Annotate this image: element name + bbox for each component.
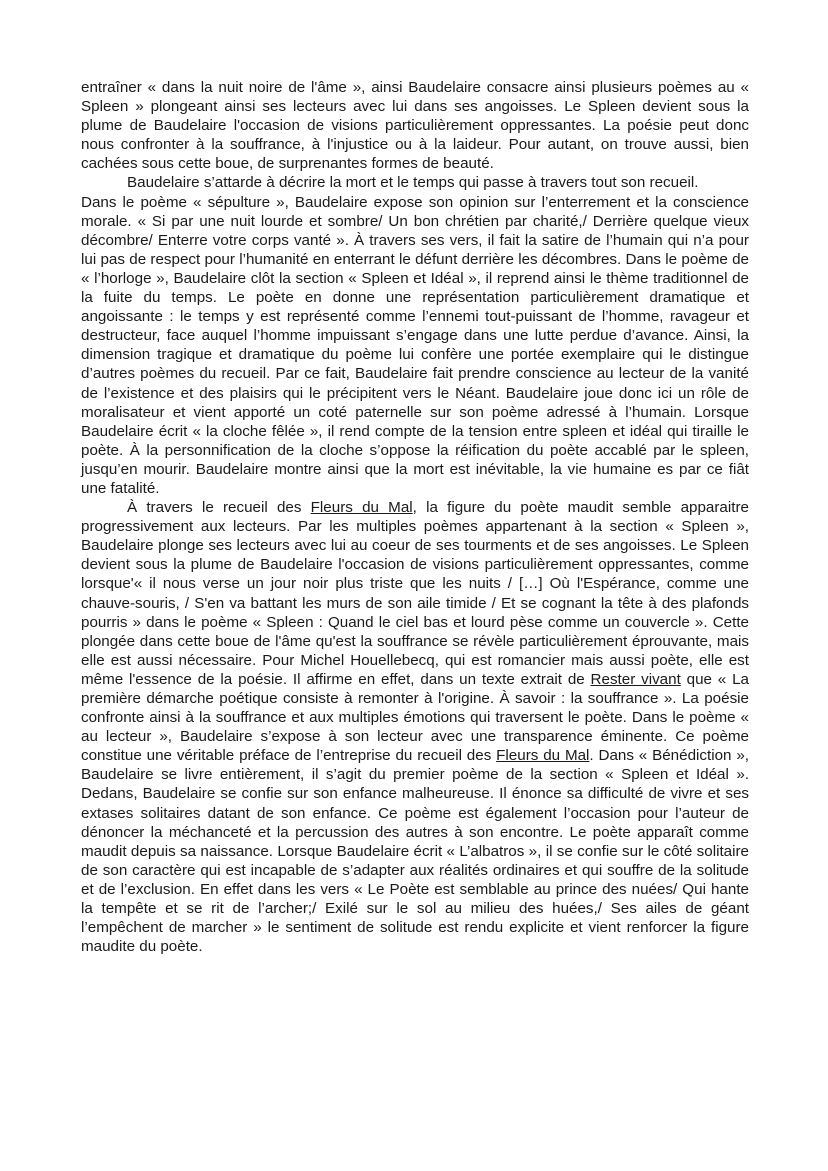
- book-title-rester-vivant: Rester vivant: [590, 670, 681, 688]
- paragraph-4-text-a: À travers le recueil des: [127, 499, 311, 517]
- book-title-fleurs-du-mal-2: Fleurs du Mal: [496, 747, 590, 765]
- paragraph-4-text-d: . Dans « Bénédiction », Baudelaire se livre entièrement, il s’agit du premier poème de la section « Spleen et Idéal ». Dedans, Baudelaire se confie sur son enfance malheureuse. Il énonce sa difficulté de vivre et ses extases solitaires datant de son enfance. Ce poème est également l’occasion pour l’auteur de dénoncer la méchanceté et la percussion des autres à son encontre. Le poète apparaît comme maudit depuis sa naissance. Lorsque Baudelaire écrit « L’albatros », il se confie sur le côté solitaire de son caractère qui est incapable de s’adapter aux réalités ordinaires et qui souffre de la solitude et de l’exclusion. En effet dans les vers « Le Poète est semblable au prince des nuées/ Qui hante la tempête et se rit de l’archer;/ Exilé sur le sol au milieu des huées,/ Ses ailes de géant l’empêchent de marcher » le sentiment de solitude est rendu explicite et vient renforcer la figure maudite du poète.: [81, 747, 749, 956]
- paragraph-2: Baudelaire s’attarde à décrire la mort et le temps qui passe à travers tout son recueil.: [127, 174, 699, 192]
- paragraph-1: entraîner « dans la nuit noire de l'âme », ainsi Baudelaire consacre ainsi plusieurs poèmes au « Spleen » plongeant ainsi ses lecteurs avec lui dans ses angoisses. Le Spleen devient sous la plume de Baudelaire l'occasion de visions particulièrement oppressantes. La poésie peut donc nous confronter à la souffrance, à l'injustice ou à la laideur. Pour autant, on trouve aussi, bien cachées sous cette boue, de surprenantes formes de beauté.: [81, 79, 749, 173]
- paragraph-4-text-b: , la figure du poète maudit semble apparaitre progressivement aux lecteurs. Par les multiples poèmes appartenant à la section « Spleen », Baudelaire plonge ses lecteurs avec lui au coeur de ses tourments et de ses angoisses. Le Spleen devient sous la plume de Baudelaire l'occasion de visions particulièrement oppressantes, comme lorsque'« il nous verse un jour noir plus triste que les nuits / […] Où l'Espérance, comme une chauve-souris, / S'en va battant les murs de son aile timide / Et se cognant la tête à des plafonds pourris » dans le poème « Spleen : Quand le ciel bas et lourd pèse comme un couvercle ». Cette plongée dans cette boue de l'âme qu'est la souffrance se révèle particulièrement éprouvante, mais elle est aussi nécessaire. Pour Michel Houellebecq, qui est romancier mais aussi poète, elle est même l'essence de la poésie. Il affirme en effet, dans un texte extrait de: [81, 499, 749, 688]
- paragraph-4: [81, 498, 749, 956]
- paragraph-3: Dans le poème « sépulture », Baudelaire expose son opinion sur l’enterrement et la conscience morale. « Si par une nuit lourde et sombre/ Un bon chrétien par charité,/ Derrière quelque vieux décombre/ Enterre votre corps vanté ». À travers ses vers, il fait la satire de l’humain qui n’a pour lui pas de respect pour l’humanité en enterrant le défunt derrière les décombres. Dans le poème de « l’horloge », Baudelaire clôt la section « Spleen et Idéal », il reprend ainsi le thème traditionnel de la fuite du temps. Le poète en donne une représentation particulièrement dramatique et angoissante : le temps y est représenté comme l’ennemi tout-puissant de l’homme, ravageur et destructeur, face auquel l’homme impuissant s’engage dans une lutte perdue d’avance. Ainsi, la dimension tragique et dramatique du poème lui confère une portée exemplaire qui le distingue d’autres poèmes du recueil. Par ce fait, Baudelaire fait prendre conscience au lecteur de la vanité de l’existence et des plaisirs qui le précipitent vers le Néant. Baudelaire joue donc ici un rôle de moralisateur et vient apporté un coté paternelle sur son poème adressé à l’humain. Lorsque Baudelaire écrit « la cloche fêlée », il rend compte de la tension entre spleen et idéal qui tiraille le poète. À la personnification de la cloche s’oppose la réification du poète accablé par le spleen, jusqu’en mourir. Baudelaire montre ainsi que la mort est inévitable, la vie humaine es par ce fiât une fatalité.: [81, 193, 749, 497]
- paragraph-4-text-c: que « La première démarche poétique consiste à remonter à l'origine. À savoir : la souffrance ». La poésie confronte ainsi à la souffrance et aux multiples émotions qui traversent le poète. Dans le poème « au lecteur », Baudelaire s’expose à son lecteur avec une transparence éminente. Ce poème constitue une véritable préface de l’entreprise du recueil des: [81, 670, 749, 765]
- document-page: [81, 78, 749, 956]
- book-title-fleurs-du-mal: Fleurs du Mal: [310, 499, 413, 517]
